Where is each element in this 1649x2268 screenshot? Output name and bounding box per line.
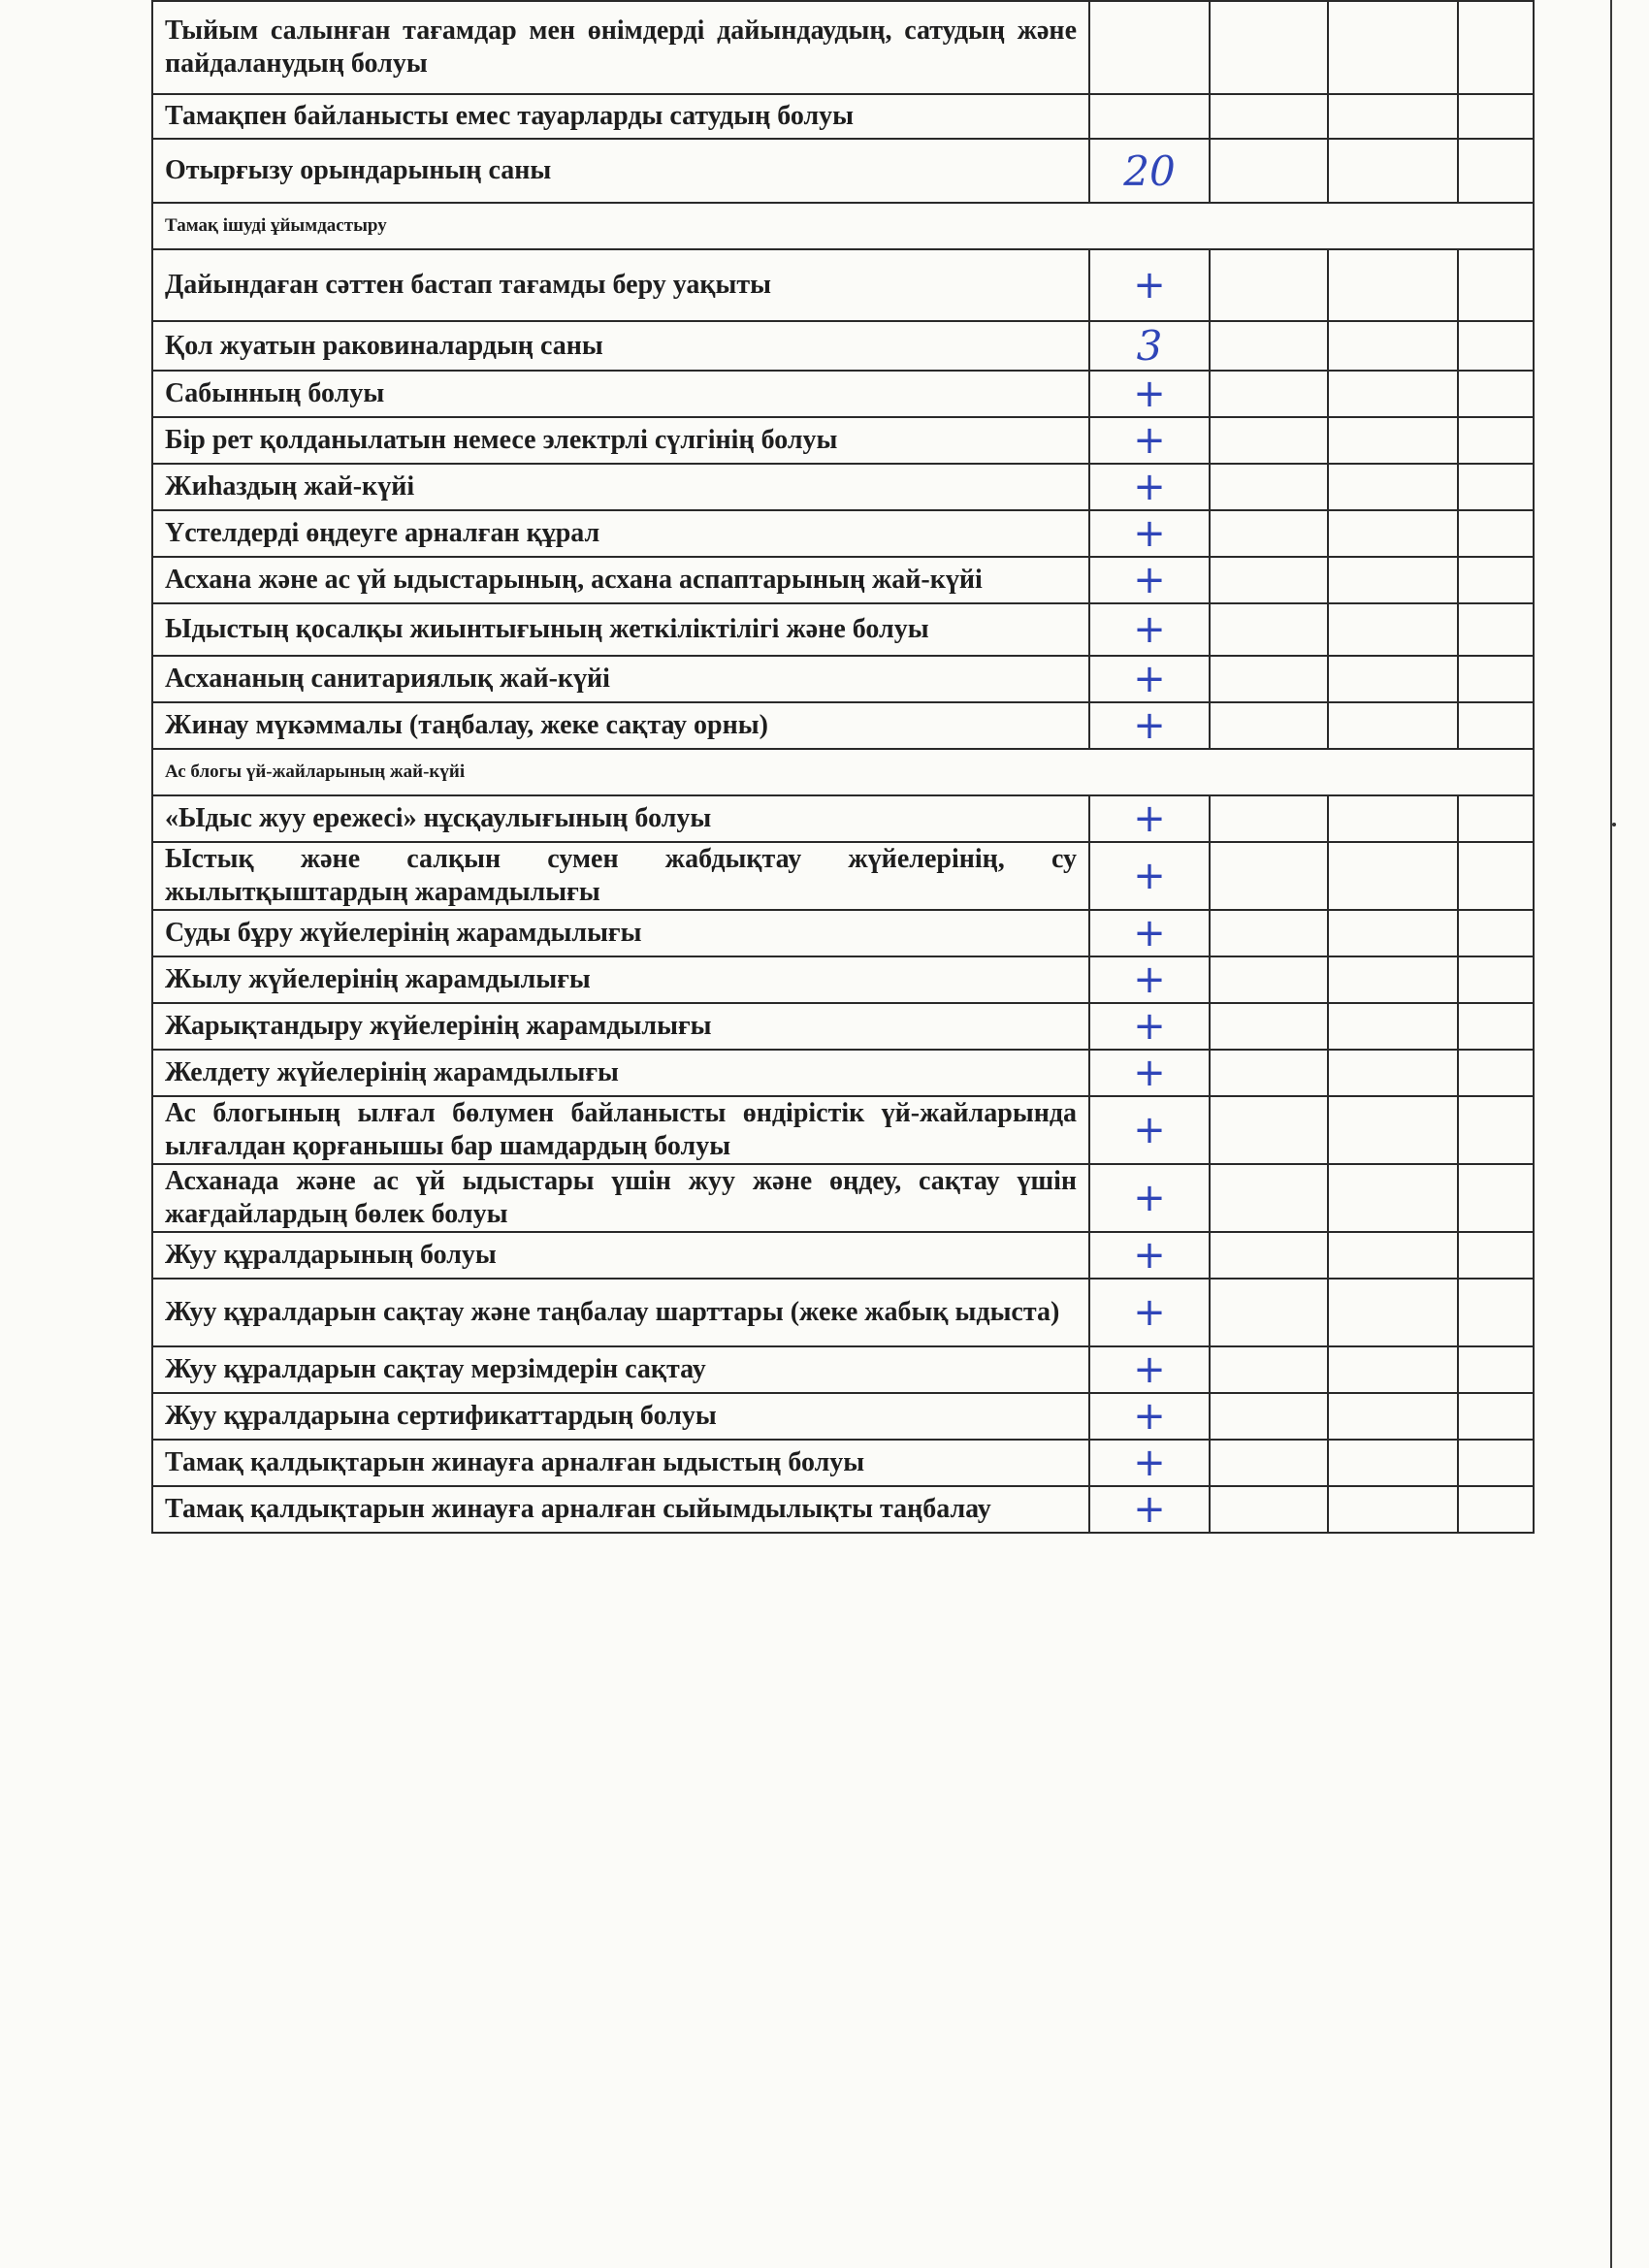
checklist-row (152, 557, 1534, 603)
empty-cell (1458, 1050, 1534, 1096)
empty-cell (1328, 249, 1458, 321)
checklist-row (152, 464, 1534, 510)
empty-cell (1458, 1440, 1534, 1486)
empty-cell (1328, 464, 1458, 510)
empty-cell (1458, 371, 1534, 417)
criterion-text: Жуу құралдарын сақтау мерзімдерін сақтау (152, 1346, 1089, 1393)
empty-cell (1210, 795, 1328, 842)
checklist-row (152, 94, 1534, 139)
criterion-text: Тамақ қалдықтарын жинауға арналған ыдыстың болуы (152, 1440, 1089, 1486)
empty-cell (1328, 139, 1458, 203)
empty-cell (1458, 557, 1534, 603)
empty-cell (1210, 1232, 1328, 1279)
criterion-text: Үстелдерді өңдеуге арналған құрал (152, 510, 1089, 557)
handwritten-mark: 20 (1089, 139, 1210, 203)
empty-cell (1210, 249, 1328, 321)
handwritten-mark: + (1089, 1232, 1210, 1279)
handwritten-mark: + (1089, 1164, 1210, 1232)
empty-cell (1328, 1440, 1458, 1486)
empty-cell (1458, 1232, 1534, 1279)
empty-cell (1458, 464, 1534, 510)
empty-cell (1210, 1393, 1328, 1440)
empty-cell (1458, 795, 1534, 842)
handwritten-mark: + (1089, 1096, 1210, 1164)
empty-cell (1328, 1050, 1458, 1096)
criterion-text: Қол жуатын раковиналардың саны (152, 321, 1089, 371)
checklist-row (152, 510, 1534, 557)
checklist-row (152, 249, 1534, 321)
empty-cell (1328, 1, 1458, 94)
handwritten-mark: + (1089, 557, 1210, 603)
criterion-text: «Ыдыс жуу ережесі» нұсқаулығының болуы (152, 795, 1089, 842)
handwritten-mark: + (1089, 656, 1210, 702)
empty-cell (1328, 510, 1458, 557)
criterion-text: Асхананың санитариялық жай-күйі (152, 656, 1089, 702)
empty-cell (1328, 1393, 1458, 1440)
handwritten-mark: + (1089, 910, 1210, 956)
handwritten-mark: + (1089, 371, 1210, 417)
empty-cell (1210, 1, 1328, 94)
empty-cell (1328, 371, 1458, 417)
handwritten-mark: + (1089, 1050, 1210, 1096)
handwritten-mark: + (1089, 1003, 1210, 1050)
criterion-text: Ыдыстың қосалқы жиынтығының жеткіліктілігі және болуы (152, 603, 1089, 656)
empty-cell (1458, 321, 1534, 371)
inspection-checklist-table (151, 0, 1535, 1534)
checklist-row (152, 1232, 1534, 1279)
empty-cell (1210, 557, 1328, 603)
checklist-row (152, 1003, 1534, 1050)
empty-cell (1328, 1232, 1458, 1279)
criterion-text: Тыйым салынған тағамдар мен өнімдерді дайындаудың, сатудың және пайдаланудың болуы (152, 1, 1089, 94)
handwritten-mark: + (1089, 702, 1210, 749)
empty-cell (1210, 1164, 1328, 1232)
handwritten-mark: + (1089, 1279, 1210, 1346)
empty-cell (1210, 1279, 1328, 1346)
empty-cell (1210, 656, 1328, 702)
empty-cell (1328, 1096, 1458, 1164)
empty-cell (1458, 249, 1534, 321)
empty-cell (1458, 417, 1534, 464)
checklist-row (152, 842, 1534, 910)
section-row (152, 203, 1534, 249)
empty-cell (1210, 1003, 1328, 1050)
handwritten-mark: + (1089, 1486, 1210, 1533)
handwritten-mark (1089, 94, 1210, 139)
checklist-row (152, 1164, 1534, 1232)
empty-cell (1328, 1003, 1458, 1050)
checklist-row (152, 656, 1534, 702)
criterion-text: Тамақпен байланысты емес тауарларды сатудың болуы (152, 94, 1089, 139)
handwritten-mark: + (1089, 1440, 1210, 1486)
criterion-text: Жуу құралдарына сертификаттардың болуы (152, 1393, 1089, 1440)
empty-cell (1210, 1096, 1328, 1164)
criterion-text: Жуу құралдарының болуы (152, 1232, 1089, 1279)
empty-cell (1458, 1164, 1534, 1232)
handwritten-mark: 3 (1089, 321, 1210, 371)
empty-cell (1328, 1486, 1458, 1533)
criterion-text: Желдету жүйелерінің жарамдылығы (152, 1050, 1089, 1096)
criterion-text: Жиһаздың жай-күйі (152, 464, 1089, 510)
empty-cell (1328, 603, 1458, 656)
criterion-text: Ыстық және салқын сумен жабдықтау жүйелерінің, су жылытқыштардың жарамдылығы (152, 842, 1089, 910)
speck-mark (1612, 823, 1616, 826)
empty-cell (1210, 603, 1328, 656)
handwritten-mark: + (1089, 956, 1210, 1003)
empty-cell (1458, 910, 1534, 956)
handwritten-mark: + (1089, 842, 1210, 910)
empty-cell (1210, 1050, 1328, 1096)
empty-cell (1458, 702, 1534, 749)
handwritten-mark: + (1089, 1393, 1210, 1440)
empty-cell (1210, 1486, 1328, 1533)
criterion-text: Асханада және ас үй ыдыстары үшін жуу және өңдеу, сақтау үшін жағдайлардың бөлек болуы (152, 1164, 1089, 1232)
page-edge-line (1610, 0, 1612, 2268)
empty-cell (1210, 510, 1328, 557)
empty-cell (1458, 1346, 1534, 1393)
section-title: Тамақ ішуді ұйымдастыру (152, 203, 1534, 249)
empty-cell (1210, 842, 1328, 910)
empty-cell (1458, 1, 1534, 94)
empty-cell (1328, 656, 1458, 702)
checklist-row (152, 1440, 1534, 1486)
checklist-row (152, 139, 1534, 203)
handwritten-mark: + (1089, 1346, 1210, 1393)
empty-cell (1210, 417, 1328, 464)
empty-cell (1210, 702, 1328, 749)
criterion-text: Сабынның болуы (152, 371, 1089, 417)
empty-cell (1328, 94, 1458, 139)
checklist-row (152, 1, 1534, 94)
empty-cell (1328, 910, 1458, 956)
empty-cell (1458, 1096, 1534, 1164)
empty-cell (1210, 1346, 1328, 1393)
handwritten-mark: + (1089, 795, 1210, 842)
section-title: Ас блогы үй-жайларының жай-күйі (152, 749, 1534, 795)
handwritten-mark: + (1089, 464, 1210, 510)
checklist-row (152, 702, 1534, 749)
checklist-row (152, 1096, 1534, 1164)
criterion-text: Жарықтандыру жүйелерінің жарамдылығы (152, 1003, 1089, 1050)
handwritten-mark: + (1089, 510, 1210, 557)
empty-cell (1328, 1164, 1458, 1232)
empty-cell (1210, 910, 1328, 956)
empty-cell (1210, 371, 1328, 417)
criterion-text: Асхана және ас үй ыдыстарының, асхана аспаптарының жай-күйі (152, 557, 1089, 603)
criterion-text: Жуу құралдарын сақтау және таңбалау шарттары (жеке жабық ыдыста) (152, 1279, 1089, 1346)
empty-cell (1458, 656, 1534, 702)
empty-cell (1458, 510, 1534, 557)
empty-cell (1210, 464, 1328, 510)
handwritten-mark: + (1089, 603, 1210, 656)
empty-cell (1328, 1346, 1458, 1393)
checklist-row (152, 1346, 1534, 1393)
criterion-text: Отырғызу орындарының саны (152, 139, 1089, 203)
empty-cell (1458, 1003, 1534, 1050)
empty-cell (1210, 321, 1328, 371)
criterion-text: Жылу жүйелерінің жарамдылығы (152, 956, 1089, 1003)
empty-cell (1458, 1393, 1534, 1440)
criterion-text: Ас блогының ылғал бөлумен байланысты өндірістік үй-жайларында ылғалдан қорғанышы бар шамдардың болуы (152, 1096, 1089, 1164)
empty-cell (1328, 702, 1458, 749)
empty-cell (1328, 795, 1458, 842)
criterion-text: Жинау мүкәммалы (таңбалау, жеке сақтау орны) (152, 702, 1089, 749)
empty-cell (1210, 1440, 1328, 1486)
criterion-text: Тамақ қалдықтарын жинауға арналған сыйымдылықты таңбалау (152, 1486, 1089, 1533)
criterion-text: Суды бұру жүйелерінің жарамдылығы (152, 910, 1089, 956)
handwritten-mark (1089, 1, 1210, 94)
empty-cell (1210, 956, 1328, 1003)
empty-cell (1458, 956, 1534, 1003)
handwritten-mark: + (1089, 417, 1210, 464)
checklist-row (152, 1393, 1534, 1440)
checklist-row (152, 1486, 1534, 1533)
checklist-row (152, 1279, 1534, 1346)
checklist-row (152, 371, 1534, 417)
empty-cell (1328, 842, 1458, 910)
empty-cell (1458, 1279, 1534, 1346)
handwritten-mark: + (1089, 249, 1210, 321)
checklist-row (152, 956, 1534, 1003)
empty-cell (1210, 94, 1328, 139)
empty-cell (1458, 842, 1534, 910)
section-row (152, 749, 1534, 795)
empty-cell (1210, 139, 1328, 203)
checklist-row (152, 603, 1534, 656)
empty-cell (1328, 1279, 1458, 1346)
criterion-text: Бір рет қолданылатын немесе электрлі сүлгінің болуы (152, 417, 1089, 464)
checklist-row (152, 417, 1534, 464)
checklist-row (152, 910, 1534, 956)
empty-cell (1328, 417, 1458, 464)
criterion-text: Дайындаған сәттен бастап тағамды беру уақыты (152, 249, 1089, 321)
empty-cell (1328, 557, 1458, 603)
empty-cell (1458, 603, 1534, 656)
empty-cell (1458, 139, 1534, 203)
empty-cell (1328, 321, 1458, 371)
empty-cell (1458, 1486, 1534, 1533)
checklist-row (152, 1050, 1534, 1096)
empty-cell (1328, 956, 1458, 1003)
empty-cell (1458, 94, 1534, 139)
checklist-row (152, 321, 1534, 371)
checklist-row (152, 795, 1534, 842)
checklist-body (152, 1, 1534, 1533)
